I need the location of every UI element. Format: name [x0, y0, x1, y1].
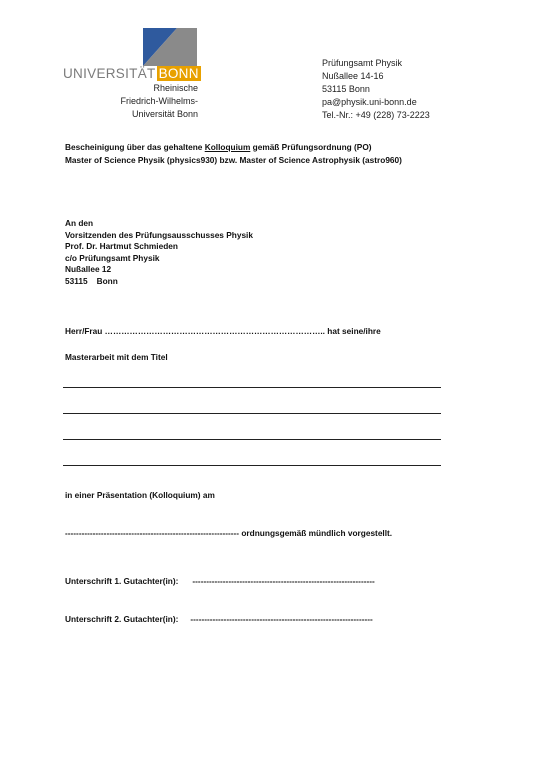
signature-1-row	[65, 576, 375, 586]
address-line: Nußallee 12	[65, 264, 112, 274]
signature-2-line[interactable]: ------------------------------------------------------------------	[190, 614, 373, 624]
signature-1-line[interactable]: ------------------------------------------------------------------	[192, 576, 375, 586]
thesis-title-line-4[interactable]	[63, 465, 441, 466]
office-email: pa@physik.uni-bonn.de	[322, 97, 417, 107]
presentation-label: in einer Präsentation (Kolloquium) am	[65, 490, 215, 500]
university-subtitle-line: Friedrich-Wilhelms-	[120, 96, 198, 106]
office-address-block	[322, 57, 430, 122]
name-field-line[interactable]: Herr/Frau …………………………………………………………………….. hat seine/ihre	[65, 326, 381, 336]
document-title	[65, 141, 402, 167]
office-phone: Tel.-Nr.: +49 (228) 73-2223	[322, 110, 430, 120]
address-line: Vorsitzenden des Prüfungsausschusses Physik	[65, 229, 253, 240]
office-street: Nußallee 14-16	[322, 71, 384, 81]
university-logo-emblem	[143, 28, 197, 66]
thesis-title-line-3[interactable]	[63, 439, 441, 440]
recipient-address	[65, 218, 253, 287]
signature-1-label: Unterschrift 1. Gutachter(in):	[65, 576, 179, 586]
signature-2-row	[65, 614, 373, 624]
title-line-2: Master of Science Physik (physics930) bzw. Master of Science Astrophysik (astro960)	[65, 155, 402, 165]
university-subtitle-line: Rheinische	[153, 83, 198, 93]
thesis-title-label: Masterarbeit mit dem Titel	[65, 352, 168, 362]
university-subtitle-line: Universität Bonn	[131, 109, 198, 119]
address-line: An den	[65, 218, 94, 228]
logo-word-bonn: BONN	[158, 66, 199, 81]
office-city: 53115 Bonn	[322, 84, 370, 94]
logo-wordmark	[63, 66, 201, 81]
date-field-line[interactable]: --------------------------------------------------------------- ordnungsgemäß mündlich vorgestellt.	[65, 528, 393, 538]
address-line: Prof. Dr. Hartmut Schmieden	[65, 241, 178, 251]
title-line-1-post: gemäß Prüfungsordnung (PO)	[250, 142, 372, 152]
signature-2-label: Unterschrift 2. Gutachter(in):	[65, 614, 179, 624]
title-line-1	[65, 141, 402, 154]
title-kolloquium: Kolloquium	[204, 142, 251, 152]
address-line-city	[65, 276, 253, 288]
title-line-1-pre: Bescheinigung über das gehaltene	[65, 142, 205, 152]
logo-word-universitaet: UNIVERSITÄT	[63, 66, 156, 81]
address-city: Bonn	[96, 275, 118, 286]
thesis-title-line-2[interactable]	[63, 413, 441, 414]
thesis-title-line-1[interactable]	[63, 387, 441, 388]
office-name: Prüfungsamt Physik	[322, 58, 403, 68]
university-subtitle	[120, 82, 198, 121]
address-line: c/o Prüfungsamt Physik	[65, 252, 160, 263]
address-postcode: 53115	[65, 275, 88, 286]
